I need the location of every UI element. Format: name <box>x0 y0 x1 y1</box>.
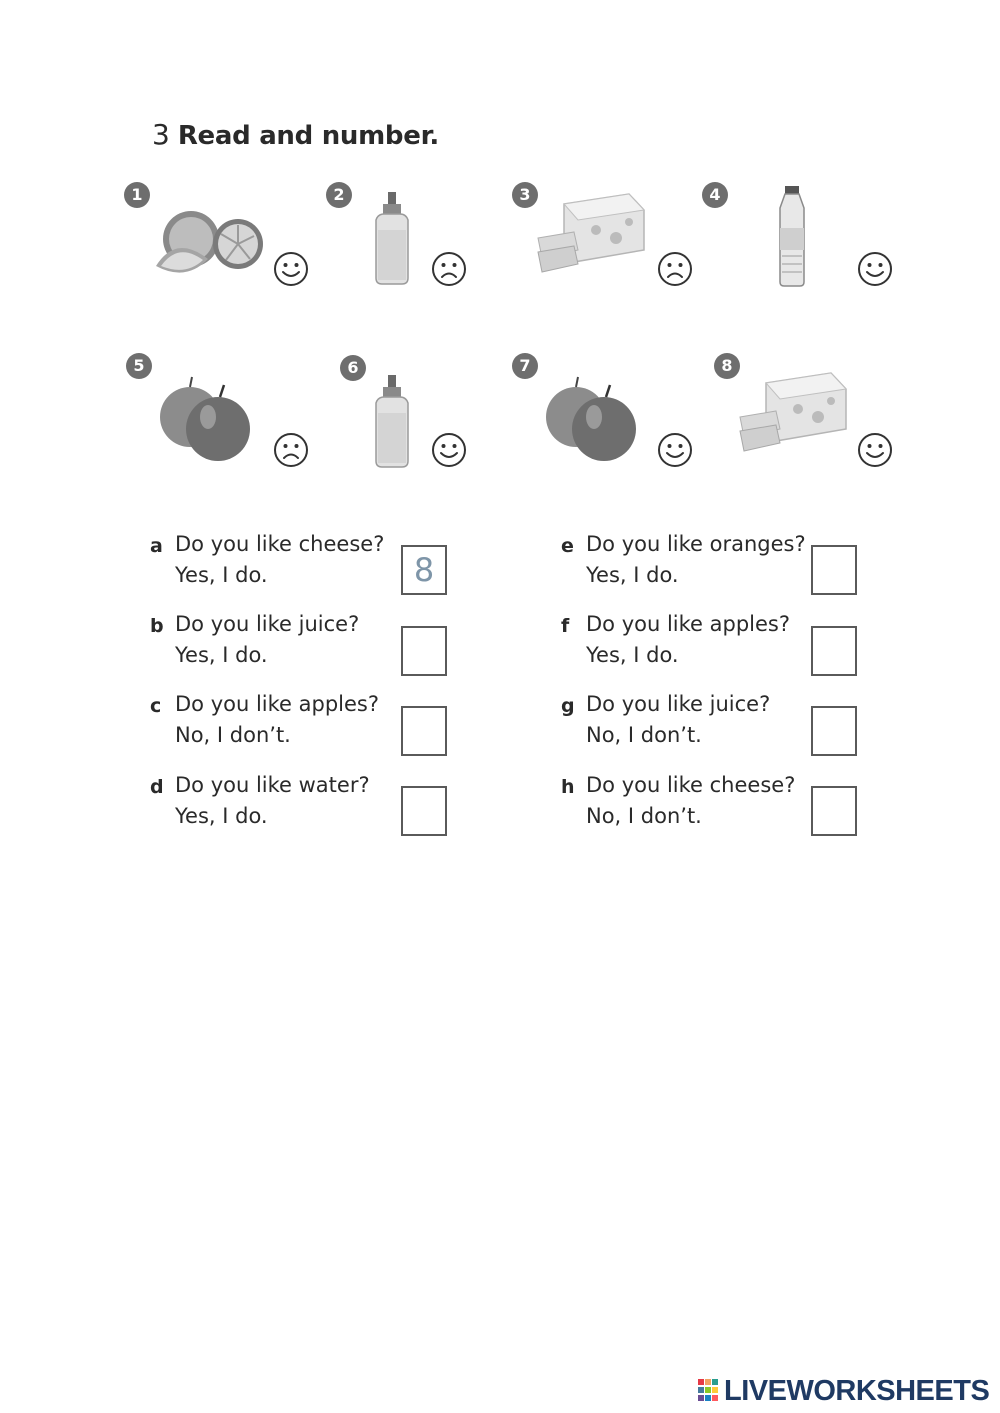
juice-bottle-icon <box>368 373 418 471</box>
exercise-instruction: Read and number. <box>177 121 439 151</box>
picture-5 <box>126 353 316 483</box>
answer-box-f[interactable] <box>811 626 857 676</box>
liveworksheets-logo-icon <box>698 1377 720 1407</box>
answer-text: Yes, I do. <box>586 563 679 587</box>
picture-3 <box>512 182 702 312</box>
question-text: Do you like oranges? <box>586 532 806 556</box>
question-letter: f <box>561 615 570 637</box>
question-text: Do you like apples? <box>586 612 791 636</box>
picture-number-badge: 4 <box>702 182 728 208</box>
picture-number-badge: 6 <box>340 355 366 381</box>
happy-face-icon <box>656 431 694 469</box>
picture-number-badge: 5 <box>126 353 152 379</box>
answer-box-b[interactable] <box>401 626 447 676</box>
question-letter: a <box>150 535 163 557</box>
answer-box-g[interactable] <box>811 706 857 756</box>
question-text: Do you like cheese? <box>586 773 796 797</box>
question-letter: e <box>561 535 574 557</box>
juice-bottle-icon <box>368 190 418 288</box>
sad-face-icon <box>430 250 468 288</box>
brand-name: LIVEWORKSHEETS <box>724 1375 990 1407</box>
picture-number-badge: 8 <box>714 353 740 379</box>
picture-2 <box>326 182 516 312</box>
answer-text: Yes, I do. <box>175 563 268 587</box>
exercise-heading <box>152 118 439 151</box>
liveworksheets-logo[interactable] <box>698 1375 989 1408</box>
picture-number-badge: 3 <box>512 182 538 208</box>
answer-box-h[interactable] <box>811 786 857 836</box>
picture-4 <box>702 182 892 312</box>
question-letter: d <box>150 776 164 798</box>
picture-6 <box>340 355 530 485</box>
picture-number-badge: 1 <box>124 182 150 208</box>
answer-text: No, I don’t. <box>175 723 291 747</box>
orange-icon <box>146 204 266 286</box>
apple-icon <box>540 373 644 465</box>
happy-face-icon <box>272 250 310 288</box>
picture-number-badge: 7 <box>512 353 538 379</box>
water-bottle-icon <box>772 184 812 288</box>
picture-1 <box>124 182 314 312</box>
cheese-icon <box>736 371 856 455</box>
answer-box-d[interactable] <box>401 786 447 836</box>
happy-face-icon <box>430 431 468 469</box>
question-text: Do you like juice? <box>586 692 771 716</box>
happy-face-icon <box>856 431 894 469</box>
question-text: Do you like cheese? <box>175 532 385 556</box>
answer-box-a[interactable]: 8 <box>401 545 447 595</box>
cheese-icon <box>534 192 654 276</box>
answer-text: No, I don’t. <box>586 723 702 747</box>
apple-icon <box>154 373 258 465</box>
answer-box-e[interactable] <box>811 545 857 595</box>
picture-7 <box>512 353 702 483</box>
question-letter: b <box>150 615 164 637</box>
sad-face-icon <box>656 250 694 288</box>
answer-box-c[interactable] <box>401 706 447 756</box>
question-letter: g <box>561 695 575 717</box>
question-letter: h <box>561 776 575 798</box>
question-letter: c <box>150 695 162 717</box>
question-text: Do you like juice? <box>175 612 360 636</box>
question-text: Do you like apples? <box>175 692 380 716</box>
answer-text: Yes, I do. <box>175 804 268 828</box>
answer-text: Yes, I do. <box>586 643 679 667</box>
happy-face-icon <box>856 250 894 288</box>
sad-face-icon <box>272 431 310 469</box>
exercise-number: 3 <box>152 118 170 151</box>
picture-number-badge: 2 <box>326 182 352 208</box>
picture-8 <box>714 353 904 483</box>
answer-text: No, I don’t. <box>586 804 702 828</box>
answer-text: Yes, I do. <box>175 643 268 667</box>
question-text: Do you like water? <box>175 773 370 797</box>
